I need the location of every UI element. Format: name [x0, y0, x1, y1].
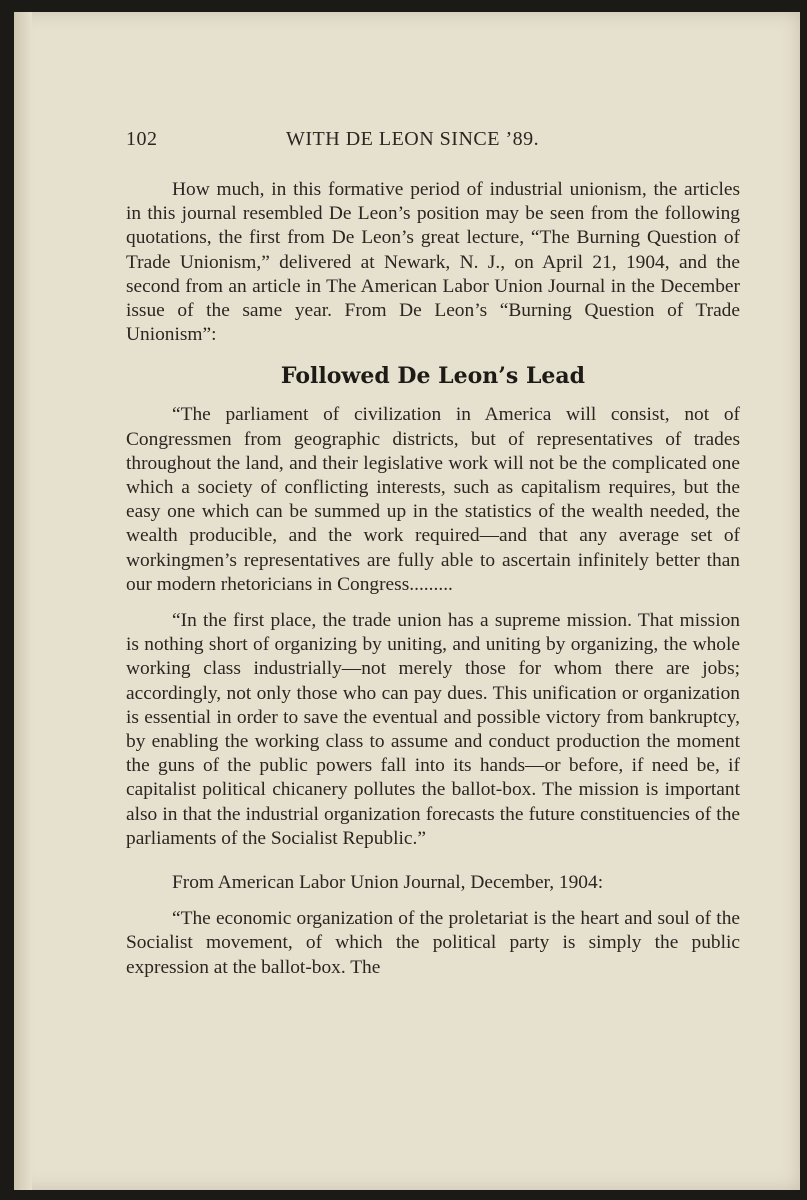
body-text — [126, 178, 740, 980]
quote-paragraph-2: “In the first place, the trade union has a supreme mission. That mission is nothing short of organizing by uniting, and uniting by organizing, the whole working class industrially—not merely those for whom there are jobs; accordingly, not only those who can pay dues. This unification or organization is essential in order to save the eventual and possible victory from bankruptcy, by enabling the working class to assume and conduct production the moment the guns of the public powers fall into its hands—or before, if need be, if capitalist political chicanery pollutes the ballot-box. The mission is important also in that the industrial organization forecasts the future constituencies of the parliaments of the Socialist Republic.” — [126, 610, 740, 849]
section-subheading: Followed De Leon’s Lead — [280, 363, 586, 390]
source-line: From American Labor Union Journal, December, 1904: — [172, 872, 604, 894]
quote-paragraph-3: “The economic organization of the proletariat is the heart and soul of the Socialist movement, of which the political party is simply the public expression at the ballot-box. The — [126, 908, 740, 978]
book-title: WITH DE LEON SINCE ’89. — [286, 128, 540, 150]
page-spine-shadow — [14, 12, 32, 1190]
quote-paragraph-1: “The parliament of civilization in America will consist, not of Congressmen from geographic districts, but of representatives of trades throughout the land, and their legislative work will not be the complicated one which a society of conflicting interests, such as capitalism requires, but the easy one which can be summed up in the statistics of the wealth needed, the wealth producible, and the work required—and that any average set of workingmen’s representatives are fully able to ascertain infinitely better than our modern rhetoricians in Congress......... — [126, 404, 740, 595]
running-head — [126, 128, 606, 158]
page-number: 102 — [126, 128, 158, 150]
book-page — [14, 12, 800, 1190]
intro-paragraph: How much, in this formative period of industrial unionism, the articles in this journal resembled De Leon’s position may be seen from the following quotations, the first from De Leon’s great lecture, “The Burning Question of Trade Unionism,” delivered at Newark, N. J., on April 21, 1904, and the second from an article in The American Labor Union Journal in the December issue of the same year. From De Leon’s “Burning Question of Trade Unionism”: — [126, 179, 740, 346]
